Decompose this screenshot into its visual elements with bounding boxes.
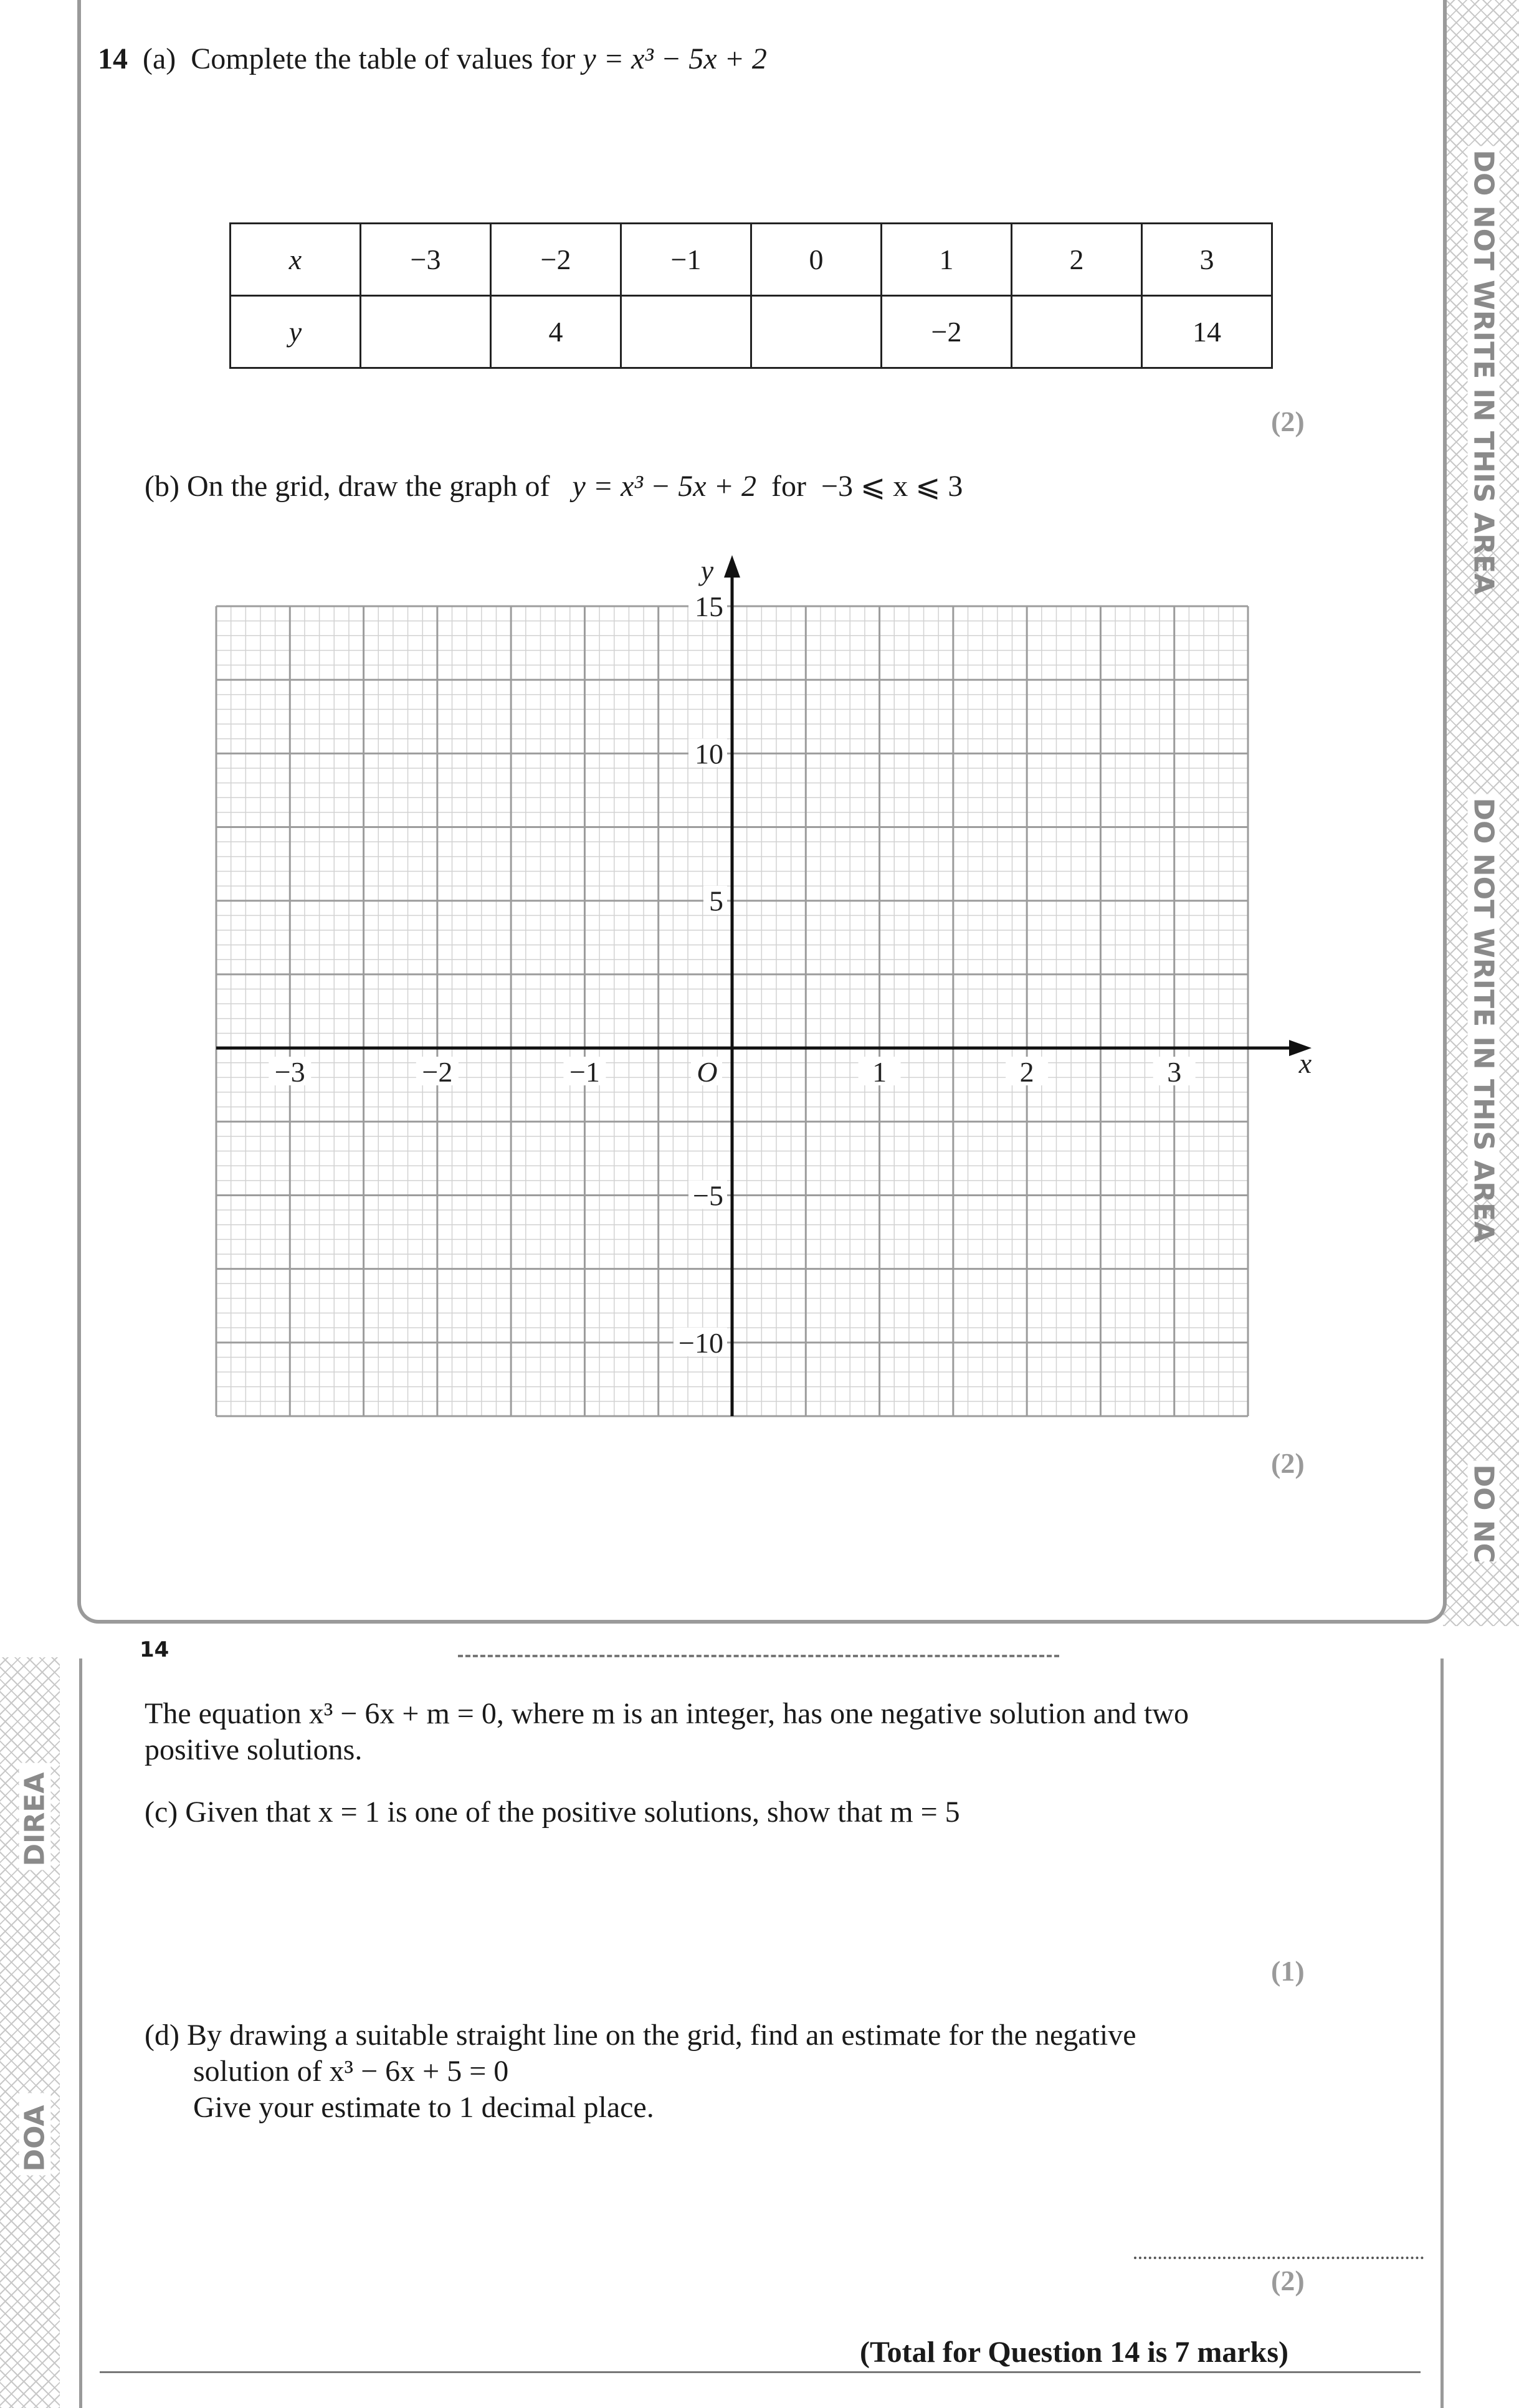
part-c-instruction: Given that x = 1 is one of the positive solutions, show that m = 5 bbox=[185, 1796, 960, 1829]
part-c-label: (c) bbox=[145, 1796, 178, 1829]
part-b-marks: (2) bbox=[1271, 1447, 1305, 1479]
part-a-label: (a) bbox=[143, 42, 176, 75]
x-tick-label: −2 bbox=[422, 1056, 453, 1088]
part-b-range: −3 ⩽ x ⩽ 3 bbox=[821, 470, 963, 503]
y-tick-label: 5 bbox=[709, 885, 723, 917]
part-c-marks: (1) bbox=[1271, 1955, 1305, 1987]
y-tick-label: 15 bbox=[695, 591, 723, 622]
axis-labels bbox=[269, 554, 1312, 1359]
part-d-line-2: solution of x³ − 6x + 5 = 0 bbox=[193, 2055, 509, 2088]
margin-warning-right-2: DO NOT WRITE IN THIS AREA bbox=[1468, 794, 1500, 1194]
table-cell: −2 bbox=[882, 296, 1012, 368]
table-header-y: y bbox=[231, 296, 361, 368]
table-cell: 0 bbox=[751, 224, 882, 296]
margin-warning-right-3: DO NC bbox=[1468, 1461, 1500, 1562]
margin-warning-right-1: DO NOT WRITE IN THIS AREA bbox=[1468, 146, 1500, 546]
bottom-rule bbox=[100, 2371, 1421, 2373]
part-d-marks: (2) bbox=[1271, 2265, 1305, 2296]
question-total: (Total for Question 14 is 7 marks) bbox=[860, 2336, 1289, 2369]
intro-text bbox=[145, 1696, 1391, 1768]
table-cell: −2 bbox=[491, 224, 621, 296]
table-cell: −1 bbox=[621, 224, 751, 296]
y-tick-label: 10 bbox=[695, 738, 723, 770]
intro-line-1: The equation x³ − 6x + m = 0, where m is an integer, has one negative solution and two bbox=[145, 1697, 1189, 1730]
table-cell: 2 bbox=[1012, 224, 1142, 296]
part-d-line-3: Give your estimate to 1 decimal place. bbox=[193, 2091, 654, 2124]
y-axis-label: y bbox=[700, 554, 714, 586]
x-tick-label: −3 bbox=[274, 1056, 305, 1088]
y-tick-label: −5 bbox=[693, 1179, 723, 1212]
x-tick-label: −1 bbox=[569, 1056, 600, 1088]
part-d-text bbox=[145, 2017, 1136, 2126]
part-b-instruction: On the grid, draw the graph of bbox=[186, 470, 550, 503]
part-a-marks: (2) bbox=[1271, 406, 1305, 437]
table-header-x: x bbox=[231, 224, 361, 296]
part-c-text bbox=[145, 1794, 960, 1830]
y-axis-arrow bbox=[724, 555, 740, 578]
table-cell: 14 bbox=[1142, 296, 1272, 368]
table-cell: 1 bbox=[882, 224, 1012, 296]
part-a-text: Complete the table of values for bbox=[191, 42, 576, 75]
continuation-label: 14 bbox=[140, 1637, 169, 1662]
lower-left-border bbox=[79, 1658, 82, 2408]
table-cell: −3 bbox=[361, 224, 491, 296]
axes bbox=[216, 555, 1312, 1416]
x-axis-label: x bbox=[1298, 1047, 1312, 1080]
part-b-label: (b) bbox=[145, 470, 179, 503]
part-b-equation: y = x³ − 5x + 2 bbox=[572, 470, 756, 503]
x-tick-label: 3 bbox=[1167, 1056, 1182, 1088]
x-tick-label: 1 bbox=[872, 1056, 887, 1088]
margin-warning-left-1: DIREA bbox=[19, 1763, 51, 1870]
lower-right-border bbox=[1440, 1658, 1444, 2408]
x-tick-label: 2 bbox=[1019, 1056, 1034, 1088]
part-a-equation: y = x³ − 5x + 2 bbox=[583, 42, 767, 75]
table-cell: 3 bbox=[1142, 224, 1272, 296]
question-number: 14 bbox=[98, 42, 128, 75]
answer-line[interactable] bbox=[1134, 2257, 1424, 2259]
intro-line-2: positive solutions. bbox=[145, 1733, 363, 1766]
part-d-label: (d) bbox=[145, 2019, 179, 2052]
origin-label: O bbox=[697, 1056, 718, 1088]
y-tick-label: −10 bbox=[679, 1326, 723, 1359]
part-d-line-1: By drawing a suitable straight line on the grid, find an estimate for the negative bbox=[186, 2019, 1136, 2052]
torn-dashes bbox=[458, 1655, 1059, 1657]
table-cell: 4 bbox=[491, 296, 621, 368]
part-b-for: for bbox=[771, 470, 806, 503]
margin-warning-left-2: DOA bbox=[19, 2093, 51, 2176]
